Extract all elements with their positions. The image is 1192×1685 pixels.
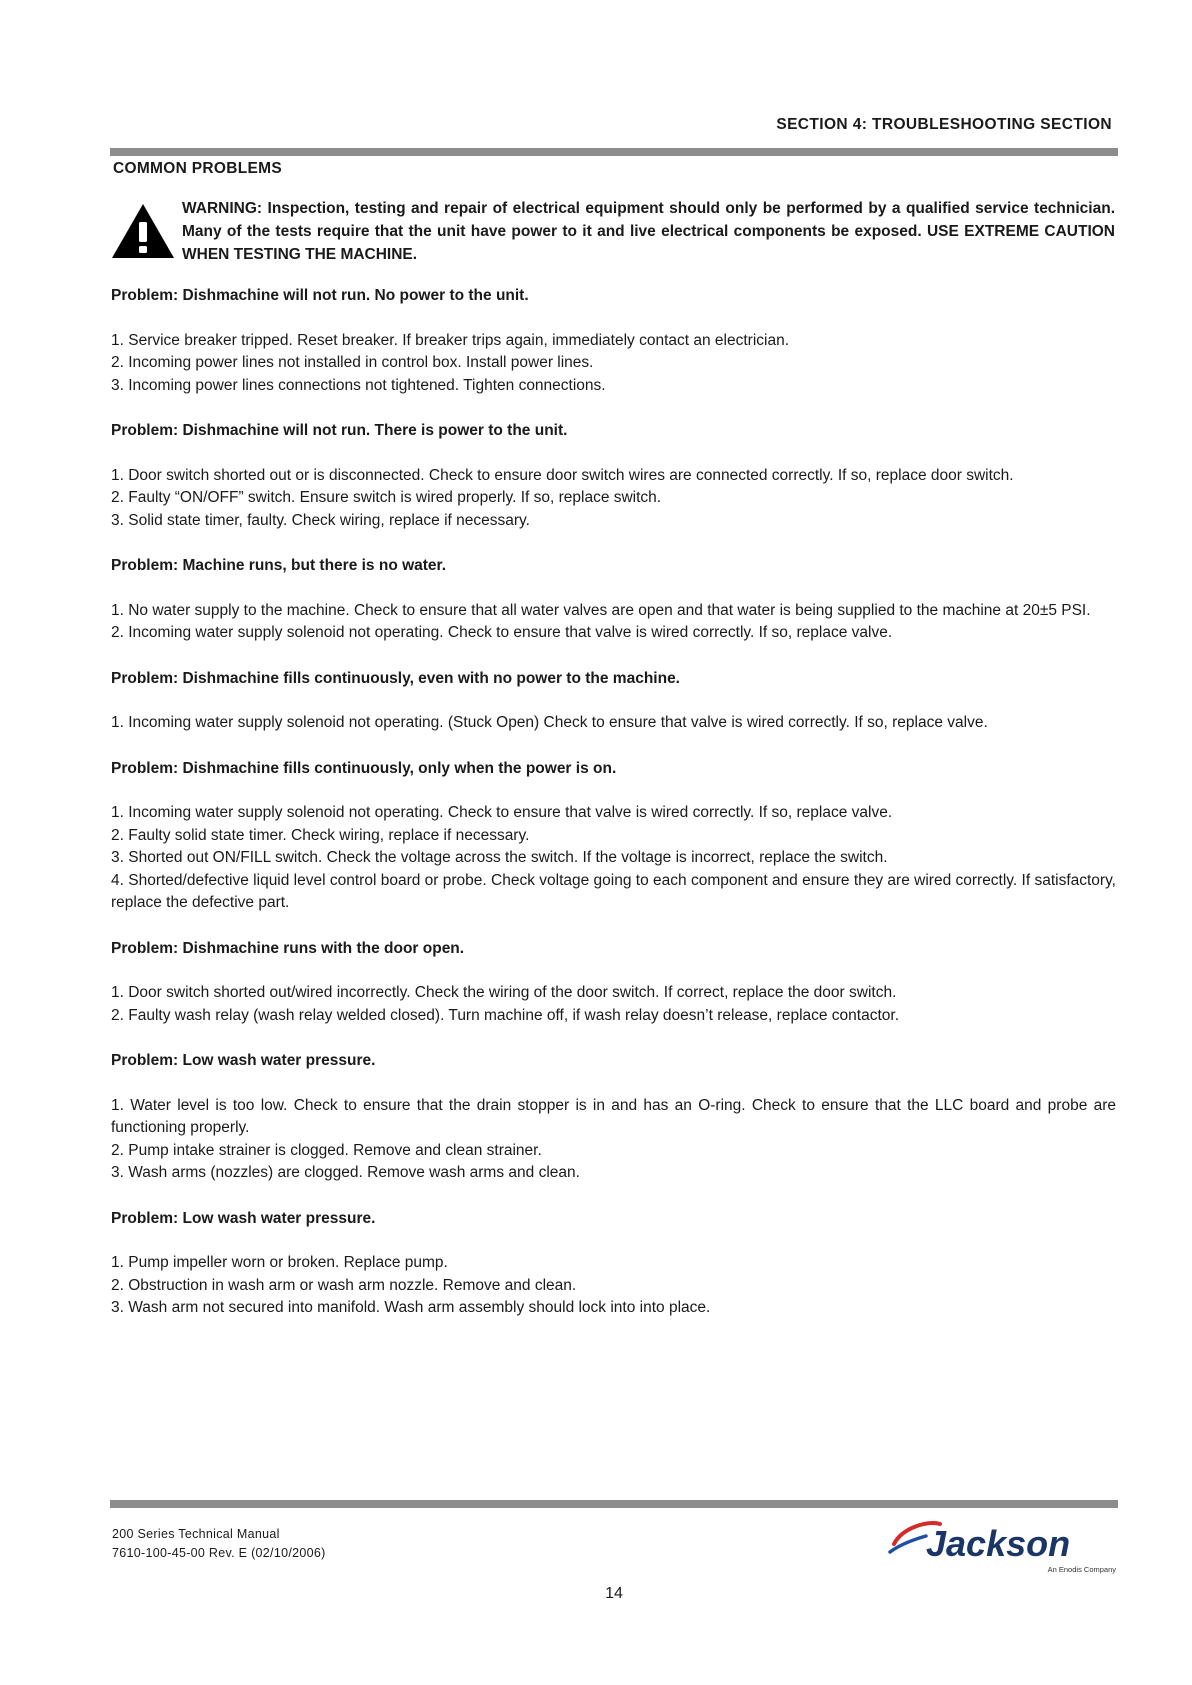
footer-info (112, 1525, 326, 1563)
logo-tagline: An Enodis Company (1047, 1565, 1116, 1574)
solution-item: 3. Solid state timer, faulty. Check wiring, replace if necessary. (111, 511, 530, 529)
problem-title: Problem: Machine runs, but there is no water. (111, 557, 447, 574)
logo-wordmark: Jackson (926, 1523, 1071, 1564)
solution-item: 2. Faulty solid state timer. Check wiring, replace if necessary. (111, 826, 530, 844)
solution-item: 2. Incoming water supply solenoid not operating. Check to ensure that valve is wired correctly. If so, replace valve. (111, 624, 893, 641)
solution-list (111, 982, 1116, 1027)
top-divider (110, 148, 1118, 156)
solution-item: 1. Service breaker tripped. Reset breaker. If breaker trips again, immediately contact an electrician. (111, 331, 790, 349)
document-number: 7610-100-45-00 Rev. E (02/10/2006) (112, 1546, 326, 1560)
problem-title: Problem: Low wash water pressure. (111, 1052, 376, 1069)
solution-item: 3. Incoming power lines connections not tightened. Tighten connections. (111, 376, 606, 394)
section-heading: COMMON PROBLEMS (113, 160, 282, 177)
section-header: SECTION 4: TROUBLESHOOTING SECTION (776, 116, 1112, 133)
jackson-logo (888, 1510, 1118, 1578)
warning-triangle-icon (110, 202, 176, 260)
problem-block (111, 420, 1116, 532)
problem-title: Problem: Dishmachine runs with the door open. (111, 939, 465, 957)
problem-title: Problem: Dishmachine fills continuously, only when the power is on. (111, 759, 617, 777)
solution-item: 1. Incoming water supply solenoid not operating. Check to ensure that valve is wired correctly. If so, replace valve. (111, 804, 893, 821)
solution-item: 1. Water level is too low. Check to ensure that the drain stopper is in and has an O-ring. Check to ensure that the LLC board and probe are functioning properly. (111, 1096, 1116, 1136)
problem-block (111, 668, 1116, 735)
warning-block (110, 197, 1115, 267)
solution-list (111, 1095, 1116, 1185)
problem-block (111, 1208, 1116, 1320)
solution-item: 4. Shorted/defective liquid level control board or probe. Check voltage going to each component and ensure they are wired correctly. If satisfactory, replace the defective part. (111, 871, 1116, 911)
solution-item: 1. Door switch shorted out or is disconnected. Check to ensure door switch wires are connected correctly. If so, replace door switch. (111, 466, 1014, 484)
problem-title: Problem: Dishmachine fills continuously, even with no power to the machine. (111, 669, 680, 687)
solution-item: 1. Incoming water supply solenoid not operating. (Stuck Open) Check to ensure that valve is wired correctly. If so, replace valve. (111, 714, 988, 731)
solution-item: 2. Incoming power lines not installed in control box. Install power lines. (111, 354, 594, 371)
problem-block (111, 555, 1116, 645)
problem-block (111, 285, 1116, 397)
solution-item: 1. Door switch shorted out/wired incorrectly. Check the wiring of the door switch. If correct, replace the door switch. (111, 984, 897, 1001)
problem-block (111, 938, 1116, 1028)
solution-item: 3. Wash arm not secured into manifold. Wash arm assembly should lock into into place. (111, 1299, 711, 1316)
solution-item: 2. Faulty “ON/OFF” switch. Ensure switch is wired properly. If so, replace switch. (111, 489, 662, 506)
solution-list (111, 330, 1116, 398)
problem-block (111, 758, 1116, 915)
solution-list (111, 600, 1116, 645)
solution-item: 3. Shorted out ON/FILL switch. Check the voltage across the switch. If the voltage is incorrect, replace the switch. (111, 849, 888, 866)
solution-item: 2. Obstruction in wash arm or wash arm nozzle. Remove and clean. (111, 1276, 577, 1294)
solution-list (111, 802, 1116, 915)
solution-item: 3. Wash arms (nozzles) are clogged. Remove wash arms and clean. (111, 1164, 580, 1181)
troubleshooting-content (111, 285, 1116, 1343)
problem-block (111, 1050, 1116, 1185)
solution-item: 2. Pump intake strainer is clogged. Remove and clean strainer. (111, 1141, 542, 1159)
solution-item: 1. No water supply to the machine. Check to ensure that all water valves are open and that water is being supplied to the machine at 20±5 PSI. (111, 601, 1091, 619)
bottom-divider (110, 1500, 1118, 1508)
manual-title: 200 Series Technical Manual (112, 1527, 280, 1541)
problem-title: Problem: Low wash water pressure. (111, 1209, 376, 1227)
solution-item: 2. Faulty wash relay (wash relay welded closed). Turn machine off, if wash relay doesn’t release, replace contactor. (111, 1006, 900, 1024)
warning-text: WARNING: Inspection, testing and repair of electrical equipment should only be performed by a qualified service technician. Many of the tests require that the unit have power to it and live electrical components be exposed. USE EXTREME CAUTION WHEN TESTING THE MACHINE. (182, 200, 1115, 263)
solution-item: 1. Pump impeller worn or broken. Replace pump. (111, 1254, 448, 1271)
solution-list (111, 712, 1116, 735)
page-number: 14 (605, 1585, 623, 1602)
problem-title: Problem: Dishmachine will not run. There is power to the unit. (111, 422, 568, 439)
problem-title: Problem: Dishmachine will not run. No power to the unit. (111, 287, 529, 304)
solution-list (111, 1252, 1116, 1320)
solution-list (111, 465, 1116, 533)
